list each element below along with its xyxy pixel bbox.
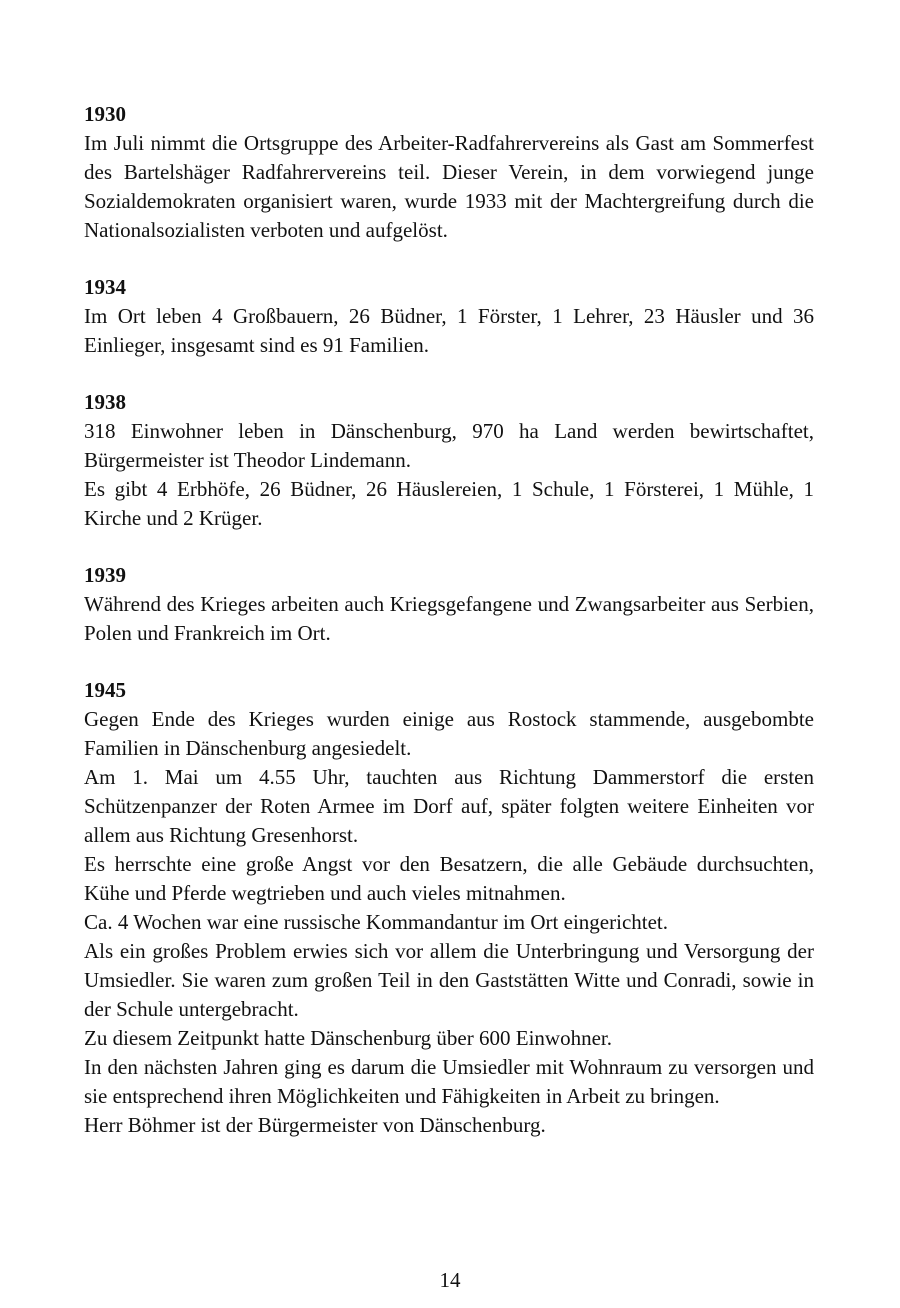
entry-year: 1939 bbox=[84, 563, 126, 587]
chronicle-entry-1945 bbox=[84, 676, 814, 1140]
document-page bbox=[84, 100, 814, 1168]
entry-paragraph: Gegen Ende des Krieges wurden einige aus Rostock stammende, ausgebombte Familien in Dänschenburg angesiedelt. bbox=[84, 707, 814, 760]
entry-paragraph: Im Ort leben 4 Großbauern, 26 Büdner, 1 Förster, 1 Lehrer, 23 Häusler und 36 Einlieger, insgesamt sind es 91 Familien. bbox=[84, 304, 814, 357]
entry-year: 1945 bbox=[84, 678, 126, 702]
chronicle-entry-1938 bbox=[84, 388, 814, 533]
entry-year: 1934 bbox=[84, 275, 126, 299]
entry-paragraph: Während des Krieges arbeiten auch Kriegsgefangene und Zwangsarbeiter aus Serbien, Polen und Frankreich im Ort. bbox=[84, 592, 814, 645]
entry-paragraph: Als ein großes Problem erwies sich vor allem die Unterbringung und Versorgung der Umsiedler. Sie waren zum großen Teil in den Gaststätten Witte und Conradi, sowie in der Schule untergebracht. bbox=[84, 939, 814, 1021]
chronicle-entry-1934 bbox=[84, 273, 814, 360]
chronicle-entry-1939 bbox=[84, 561, 814, 648]
entry-paragraph: Ca. 4 Wochen war eine russische Kommandantur im Ort eingerichtet. bbox=[84, 910, 669, 934]
entry-paragraph: Am 1. Mai um 4.55 Uhr, tauchten aus Richtung Dammerstorf die ersten Schützenpanzer der Roten Armee im Dorf auf, später folgten weitere Einheiten vor allem aus Richtung Gresenhorst. bbox=[84, 765, 814, 847]
chronicle-entry-1930 bbox=[84, 100, 814, 245]
entry-paragraph: In den nächsten Jahren ging es darum die Umsiedler mit Wohnraum zu versorgen und sie entsprechend ihren Möglichkeiten und Fähigkeiten in Arbeit zu bringen. bbox=[84, 1055, 814, 1108]
entry-year: 1930 bbox=[84, 102, 126, 126]
entry-paragraph: Es gibt 4 Erbhöfe, 26 Büdner, 26 Häuslereien, 1 Schule, 1 Försterei, 1 Mühle, 1 Kirche und 2 Krüger. bbox=[84, 477, 814, 530]
entry-year: 1938 bbox=[84, 390, 126, 414]
entry-paragraph: 318 Einwohner leben in Dänschenburg, 970 ha Land werden bewirtschaftet, Bürgermeister ist Theodor Lindemann. bbox=[84, 419, 814, 472]
page-number: 14 bbox=[439, 1268, 461, 1292]
entry-paragraph: Zu diesem Zeitpunkt hatte Dänschenburg über 600 Einwohner. bbox=[84, 1026, 612, 1050]
entry-paragraph: Es herrschte eine große Angst vor den Besatzern, die alle Gebäude durchsuchten, Kühe und Pferde wegtrieben und auch vieles mitnahmen. bbox=[84, 852, 814, 905]
entry-paragraph: Herr Böhmer ist der Bürgermeister von Dänschenburg. bbox=[84, 1113, 546, 1137]
entry-paragraph: Im Juli nimmt die Ortsgruppe des Arbeiter-Radfahrervereins als Gast am Sommerfest des Bartelshäger Radfahrervereins teil. Dieser Verein, in dem vorwiegend junge Sozialdemokraten organisiert waren, wurde 1933 mit der Machtergreifung durch die Nationalsozialisten verboten und aufgelöst. bbox=[84, 131, 814, 242]
